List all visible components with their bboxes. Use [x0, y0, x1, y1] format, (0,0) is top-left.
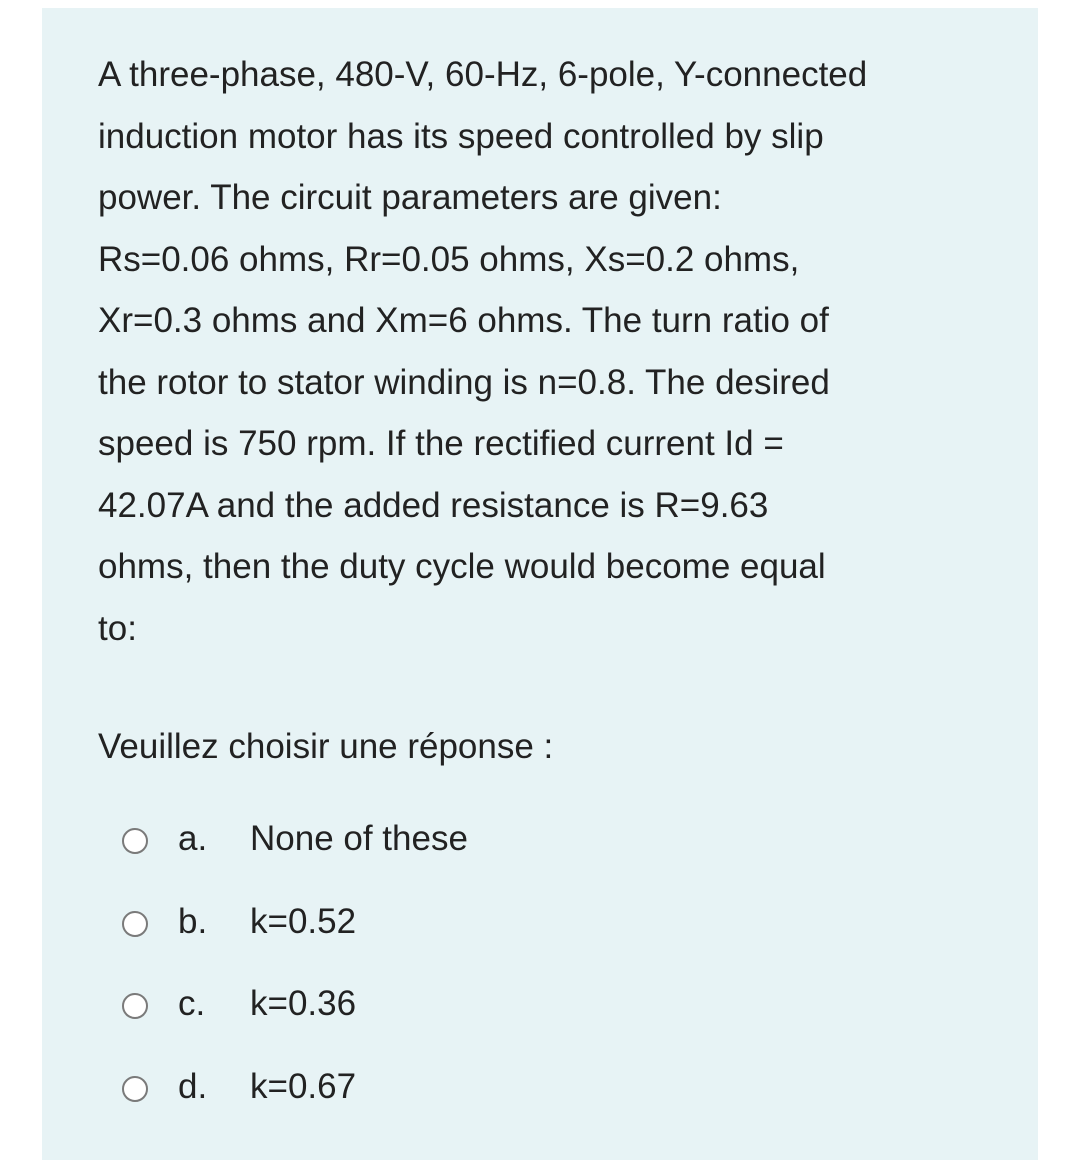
option-letter: c.: [178, 984, 206, 1024]
option-text[interactable]: k=0.36: [250, 984, 357, 1024]
option-a[interactable]: [122, 798, 468, 881]
option-text[interactable]: k=0.67: [250, 1066, 357, 1106]
radio-button-a[interactable]: [122, 828, 148, 854]
option-d[interactable]: [122, 1046, 468, 1129]
answer-prompt: Veuillez choisir une réponse :: [98, 727, 554, 766]
radio-button-d[interactable]: [122, 1076, 148, 1102]
option-letter: a.: [178, 819, 208, 859]
radio-button-b[interactable]: [122, 911, 148, 937]
option-b[interactable]: [122, 881, 468, 964]
question-text: A three-phase, 480-V, 60-Hz, 6-pole, Y-connected induction motor has its speed controlled by slip power. The circuit parameters are given: Rs=0.06 ohms, Rr=0.05 ohms, Xs=0.2 ohms, Xr=0.3 ohms and Xm=6 ohms. The turn ratio of the rotor to stator winding is n=0.8. The desired speed is 750 rpm. If the rectified current Id = 42.07A and the added resistance is R=9.63 ohms, then the duty cycle would become equal to:: [98, 55, 868, 648]
option-text[interactable]: None of these: [250, 819, 468, 859]
option-text[interactable]: k=0.52: [250, 901, 357, 941]
option-letter: b.: [178, 901, 208, 941]
radio-button-c[interactable]: [122, 993, 148, 1019]
option-c[interactable]: [122, 963, 468, 1046]
answer-options: [122, 798, 468, 1128]
option-letter: d.: [178, 1066, 208, 1106]
